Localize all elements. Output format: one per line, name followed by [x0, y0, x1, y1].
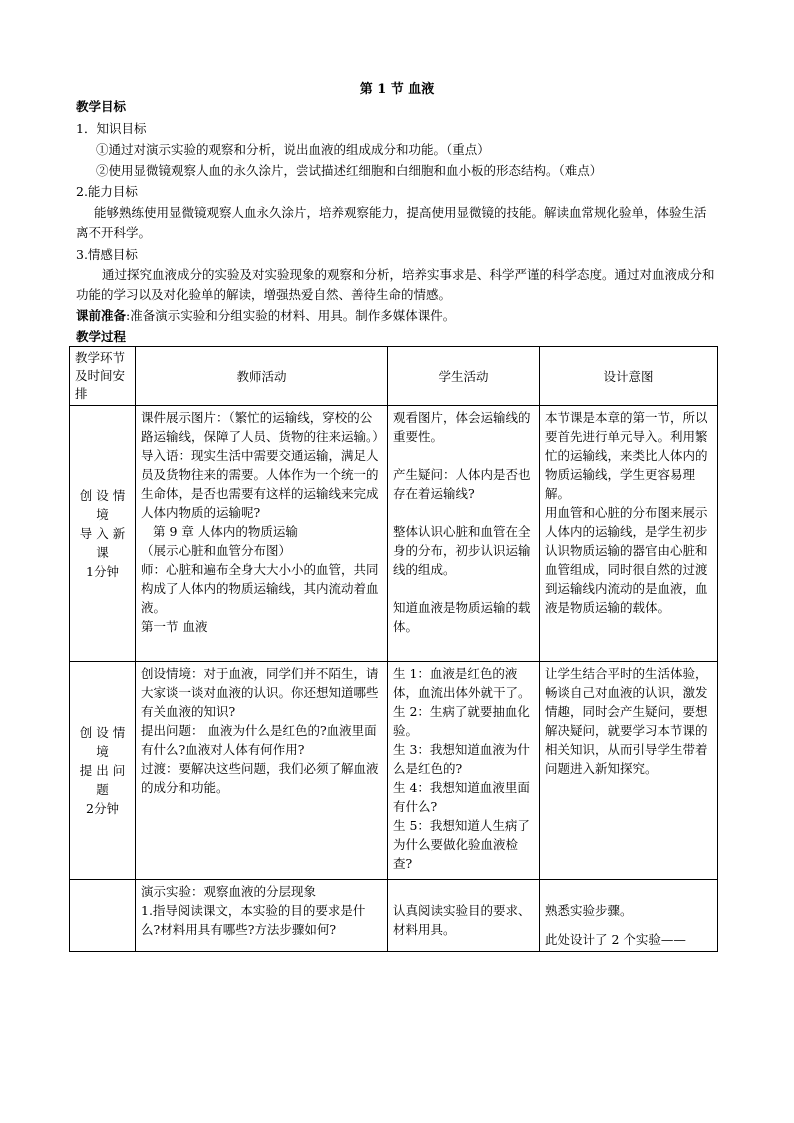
prep-label: 课前准备: [76, 308, 127, 323]
process-heading: 教学过程: [76, 329, 127, 344]
stage-cell: 创 设 情境 提 出 问题 2分钟: [70, 662, 136, 880]
teacher-cell: 课件展示图片：（繁忙的运输线，穿校的公路运输线，保障了人员、货物的往来运输。） 导入语：现实生活中需要交通运输，满足人员及货物往来的需要。人体作为一个统一的生命体，是否也需要有这样的运输线来完成人体内物质的运输呢? 第 9 章 人体内的物质运输 （展示心脏和血管分布图） 师：心脏和遍布全身大大小小的血管，共同构成了人体内的物质运输线，其内流动着血液。 第一节 血液: [136, 406, 388, 662]
student-cell: 观看图片，体会运输线的重要性。 产生疑问：人体内是否也存在着运输线? 整体认识心脏和血管在全身的分布，初步认识运输线的组成。 知道血液是物质运输的载体。: [388, 406, 540, 662]
page-title: 第 1 节 血液: [359, 82, 435, 97]
teacher-cell: 创设情境：对于血液，同学们并不陌生，请大家谈一谈对血液的认识。你还想知道哪些有关血液的知识? 提出问题： 血液为什么是红色的?血液里面有什么?血液对人体有何作用? 过渡：要解决这些问题，我们必须了解血液的成分和功能。: [136, 662, 388, 880]
table-header-row: [70, 347, 718, 406]
student-cell: 认真阅读实验目的要求、材料用具。: [388, 880, 540, 952]
stage-cell: [70, 880, 136, 952]
prep-line: [76, 307, 455, 325]
design-cell: 熟悉实验步骤。 此处设计了 2 个实验——: [540, 880, 718, 952]
teacher-cell: 演示实验：观察血液的分层现象 1.指导阅读课文，本实验的目的要求是什么?材料用具有哪些?方法步骤如何?: [136, 880, 388, 952]
table-row: [70, 662, 718, 880]
student-cell: 生 1：血液是红色的液体，血流出体外就干了。 生 2：生病了就要抽血化验。 生 3：我想知道血液为什么是红色的? 生 4：我想知道血液里面有什么? 生 5：我想知道人生病了为什么要做化验血液检查?: [388, 662, 540, 880]
goals-heading: 教学目标: [76, 99, 127, 114]
header-teacher: 教师活动: [136, 347, 388, 406]
header-stage: 教学环节及时间安排: [70, 347, 136, 406]
prep-text: :准备演示实验和分组实验的材料、用具。制作多媒体课件。: [126, 308, 456, 323]
stage-cell: 创 设 情境 导 入 新课 1分钟: [70, 406, 136, 662]
emotion-text: 通过探究血液成分的实验及对实验现象的观察和分析，培养实事求是、科学严谨的科学态度。通过对血液成分和功能的学习以及对化验单的解读，增强热爱自然、善待生命的情感。: [76, 267, 715, 302]
knowledge-item-2: ②使用显微镜观察人血的永久涂片，尝试描述红细胞和白细胞和血小板的形态结构。（难点）: [96, 163, 603, 178]
knowledge-heading: 1．知识目标: [76, 121, 147, 136]
ability-heading: 2.能力目标: [76, 184, 138, 199]
header-design: 设计意图: [540, 347, 718, 406]
table-row: [70, 406, 718, 662]
header-student: 学生活动: [388, 347, 540, 406]
process-table: [69, 346, 718, 952]
ability-text: 能够熟练使用显微镜观察人血永久涂片，培养观察能力，提高使用显微镜的技能。解读血常规化验单，体验生活离不开科学。: [76, 205, 707, 240]
knowledge-item-1: ①通过对演示实验的观察和分析，说出血液的组成成分和功能。（重点）: [96, 142, 490, 157]
table-row: [70, 880, 718, 952]
emotion-heading: 3.情感目标: [76, 247, 138, 262]
design-cell: 让学生结合平时的生活体验，畅谈自己对血液的认识，激发情趣，同时会产生疑问，要想解决疑问，就要学习本节课的相关知识，从而引导学生带着问题进入新知探究。: [540, 662, 718, 880]
design-cell: 本节课是本章的第一节，所以要首先进行单元导入。利用繁忙的运输线，来类比人体内的物质运输线，学生更容易理解。 用血管和心脏的分布图来展示人体内的运输线，是学生初步认识物质运输的器官由心脏和血管组成，同时很自然的过渡到运输线内流动的是血液，血液是物质运输的载体。: [540, 406, 718, 662]
